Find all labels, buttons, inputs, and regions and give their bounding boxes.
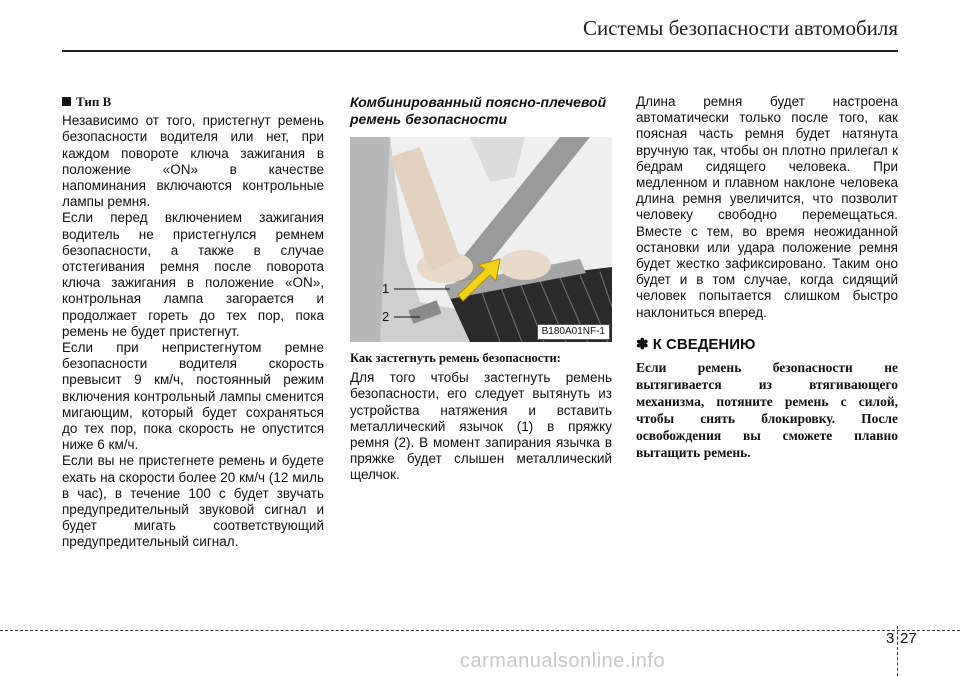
header-rule <box>62 50 898 52</box>
seatbelt-photo-svg <box>350 137 612 342</box>
paragraph: Если вы не пристегнете ремень и будете ехать на скорости более 20 км/ч (12 миль в час), в течение 100 с будет звучать предупредительный звуковой сигнал и будет мигать соответствующий предупредительный сигнал. <box>62 453 324 550</box>
page-number: 27 <box>900 630 917 647</box>
paragraph: Для того чтобы застегнуть ремень безопасности, его следует вытянуть из устройства натяжения и вставить металлический язычок (1) в пряжку ремня (2). В момент запирания язычка в пряжке будет слышен металлический щелчок. <box>350 370 612 483</box>
section-heading-text: Тип B <box>76 94 112 109</box>
column-right <box>636 94 898 461</box>
figure-caption: Как застегнуть ремень безопасности: <box>350 351 561 365</box>
watermark: carmanualsonline.info <box>460 650 666 672</box>
seatbelt-illustration <box>350 137 612 342</box>
callout-label-2: 2 <box>382 309 390 324</box>
column-middle <box>350 94 612 484</box>
chapter-number: 3 <box>886 630 895 647</box>
subsection-heading: Комбинированный поясно-плечевой ремень безопасности <box>350 94 607 127</box>
info-paragraph: Если ремень безопасности не вытягивается из втягивающего механизма, потяните ремень с силой, чтобы снять блокировку. После освобождения вы сможете плавно вытащить ремень. <box>636 360 898 461</box>
paragraph: Если перед включением зажигания водитель не пристегнулся ремнем безопасности, а также в случае отстегивания ремня после поворота ключа зажигания в положение «ON», контрольная лампа загорается и продолжает гореть до тех пор, пока ремень не будет пристегнут. <box>62 210 324 339</box>
page-number-separator <box>897 626 899 676</box>
footer-rule <box>0 630 960 631</box>
square-bullet-icon <box>62 97 71 106</box>
paragraph: Независимо от того, пристегнут ремень безопасности водителя или нет, при каждом повороте ключа зажигания в положение «ON» в качестве напоминания включаются контрольные лампы ремня. <box>62 113 324 210</box>
callout-label-1: 1 <box>382 281 390 296</box>
column-left <box>62 94 324 551</box>
info-heading: ✽ К СВЕДЕНИЮ <box>636 335 756 353</box>
page-header-title: Системы безопасности автомобиля <box>582 16 898 40</box>
section-heading <box>62 94 324 110</box>
figure-code: B180A01NF-1 <box>537 324 610 340</box>
paragraph: Длина ремня будет настроена автоматически только после того, как поясная часть ремня будет натянута вручную так, чтобы он плотно прилегал к бедрам сидящего человека. При медленном и плавном наклоне человека длина ремня увеличится, что позволит человеку свободно перемещаться. Вместе с тем, во время неожиданной остановки или удара положение ремня будет жестко зафиксировано. Таким оно будет и в том случае, когда сидящий человек попытается слишком быстро наклониться вперед. <box>636 94 898 320</box>
paragraph: Если при непристегнутом ремне безопасности водителя скорость превысит 9 км/ч, постоянный режим включения контрольный лампы сменится мигающим, который будет сохраняться до тех пор, пока скорость не опустится ниже 6 км/ч. <box>62 340 324 453</box>
